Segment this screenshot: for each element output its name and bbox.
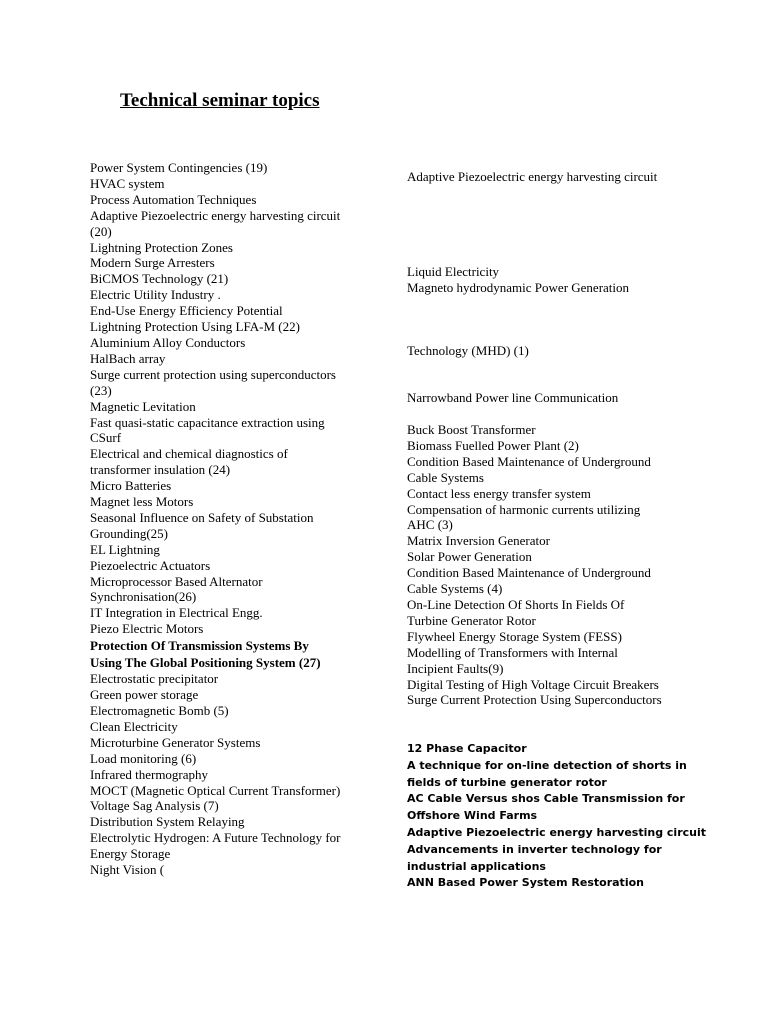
topic-item: EL Lightning <box>90 541 160 557</box>
topic-item: AC Cable Versus shos Cable Transmission for <box>407 792 685 806</box>
right-topic-group-5 <box>407 422 707 708</box>
topic-item: Digital Testing of High Voltage Circuit Breakers <box>407 676 659 692</box>
topic-item: Incipient Faults(9) <box>407 660 504 676</box>
topic-item: Electric Utility Industry . <box>90 287 221 303</box>
topic-item: Voltage Sag Analysis (7) <box>90 798 219 814</box>
topic-item: Modern Surge Arresters <box>90 255 215 271</box>
topic-item: Distribution System Relaying <box>90 814 245 830</box>
topic-item: Flywheel Energy Storage System (FESS) <box>407 628 622 644</box>
topic-item: (20) <box>90 223 112 239</box>
topic-item: Micro Batteries <box>90 478 172 494</box>
topic-item: Infrared thermography <box>90 766 209 782</box>
topic-item: 12 Phase Capacitor <box>407 742 527 755</box>
topic-item: Process Automation Techniques <box>90 191 257 207</box>
right-topic-group-3 <box>407 343 707 359</box>
topic-item: HalBach array <box>90 350 166 366</box>
topic-item: Seasonal Influence on Safety of Substation <box>90 509 314 525</box>
topic-item: Advancements in inverter technology for <box>407 842 662 856</box>
topic-item: Protection Of Transmission Systems By <box>90 638 309 654</box>
topic-item: AHC (3) <box>407 517 453 533</box>
topic-item: industrial applications <box>407 859 546 873</box>
topic-item: Surge current protection using superconductors <box>90 366 336 382</box>
topic-item: Energy Storage <box>90 846 171 862</box>
right-topic-group-1 <box>407 169 707 185</box>
topic-item: Electromagnetic Bomb (5) <box>90 703 229 718</box>
topic-item: Aluminium Alloy Conductors <box>90 334 246 350</box>
left-topic-list <box>90 160 365 878</box>
topic-item: Matrix Inversion Generator <box>407 533 550 549</box>
right-topic-group-2 <box>407 264 707 296</box>
topic-item: Offshore Wind Farms <box>407 809 538 823</box>
topic-item: Modelling of Transformers with Internal <box>407 644 618 660</box>
topic-item: Synchronisation(26) <box>90 589 197 605</box>
topic-item: Grounding(25) <box>90 525 168 541</box>
topic-item: Adaptive Piezoelectric energy harvesting circuit <box>407 825 707 839</box>
topic-item: Cable Systems (4) <box>407 581 503 597</box>
topic-item: Cable Systems <box>407 469 484 485</box>
topic-item: Turbine Generator Rotor <box>407 612 536 628</box>
topic-item: Magnetic Levitation <box>90 398 196 414</box>
topic-item: Adaptive Piezoelectric energy harvesting circuit <box>90 207 341 223</box>
topic-item: HVAC system <box>90 175 165 191</box>
topic-item: Condition Based Maintenance of Underground <box>407 565 651 581</box>
topic-item: Surge Current Protection Using Superconductors <box>407 692 662 708</box>
topic-item: BiCMOS Technology (21) <box>90 271 229 287</box>
topic-item: A technique for on-line detection of shorts in <box>407 758 687 772</box>
topic-item: Microprocessor Based Alternator <box>90 573 263 589</box>
topic-item: Load monitoring (6) <box>90 750 197 766</box>
topic-item: CSurf <box>90 430 122 446</box>
topic-item: MOCT (Magnetic Optical Current Transformer) <box>90 782 341 798</box>
topic-item: fields of turbine generator rotor <box>407 775 607 789</box>
topic-item: Lightning Protection Zones <box>90 239 233 255</box>
topic-item: Electrostatic precipitator <box>90 671 219 687</box>
topic-item: Lightning Protection Using LFA-M (22) <box>90 319 300 335</box>
topic-item: Electrical and chemical diagnostics of <box>90 446 288 462</box>
topic-item: Magneto hydrodynamic Power Generation <box>407 279 630 295</box>
topic-item: Buck Boost Transformer <box>407 422 536 437</box>
topic-item: Biomass Fuelled Power Plant (2) <box>407 437 579 453</box>
topic-item: Condition Based Maintenance of Underground <box>407 453 651 469</box>
topic-item: Technology (MHD) (1) <box>407 343 529 358</box>
topic-item: Contact less energy transfer system <box>407 485 591 501</box>
topic-item: (23) <box>90 382 112 398</box>
topic-item: IT Integration in Electrical Engg. <box>90 605 263 621</box>
topic-item: Clean Electricity <box>90 718 178 734</box>
topic-item: End-Use Energy Efficiency Potential <box>90 303 283 319</box>
topic-item: Liquid Electricity <box>407 264 500 279</box>
topic-item: Using The Global Positioning System (27) <box>90 655 321 671</box>
topic-item: Compensation of harmonic currents utilizing <box>407 501 641 517</box>
topic-item: Green power storage <box>90 687 199 703</box>
topic-item: Microturbine Generator Systems <box>90 734 261 750</box>
topic-item: Piezo Electric Motors <box>90 621 204 637</box>
topic-item: On-Line Detection Of Shorts In Fields Of <box>407 596 625 612</box>
topic-item: Fast quasi-static capacitance extraction using <box>90 414 325 430</box>
topic-item: transformer insulation (24) <box>90 462 231 478</box>
topic-item: Narrowband Power line Communication <box>407 390 619 405</box>
topic-item: Piezoelectric Actuators <box>90 557 211 573</box>
topic-item: Solar Power Generation <box>407 549 532 565</box>
right-topic-group-4 <box>407 390 707 406</box>
topic-item: Electrolytic Hydrogen: A Future Technology for <box>90 830 341 846</box>
topic-item: ANN Based Power System Restoration <box>407 876 644 890</box>
topic-item: Night Vision ( <box>90 862 165 878</box>
page-title: Technical seminar topics <box>120 90 320 111</box>
topic-item: Adaptive Piezoelectric energy harvesting circuit <box>407 169 658 184</box>
topic-item: Magnet less Motors <box>90 494 194 510</box>
topic-item: Power System Contingencies (19) <box>90 160 268 175</box>
right-topic-group-6 <box>407 741 707 892</box>
